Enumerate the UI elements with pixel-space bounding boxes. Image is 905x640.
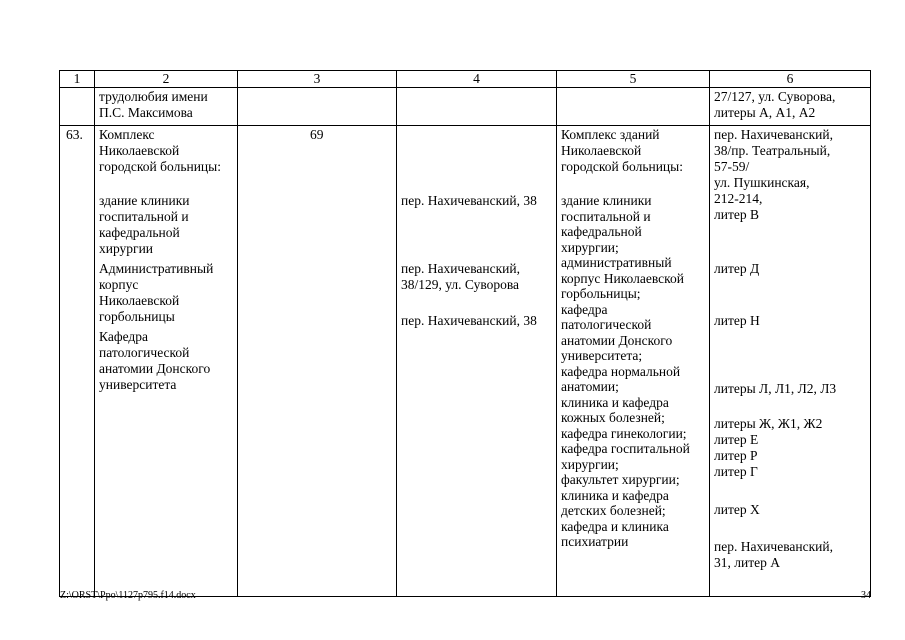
object-number: 69 [310, 127, 324, 142]
location-g: пер. Нахичеванский, 31, литер А [714, 539, 834, 570]
location-a: пер. Нахичеванский, 38/пр. Театральный, 57-59/ ул. Пушкинская, 212-214, литер В [714, 127, 834, 222]
location-b: литер Д [714, 261, 760, 276]
object-admin-name: Административный корпус Николаевской горбольницы [99, 261, 214, 324]
header-cell: 2 [95, 71, 238, 88]
object-pathology-name: Кафедра патологической анатомии Донского университета [99, 329, 211, 392]
header-cell: 6 [710, 71, 871, 88]
address-cell [397, 126, 557, 597]
row-number-cell [60, 126, 95, 597]
header-cell: 3 [238, 71, 397, 88]
object-complex-name: Комплекс Николаевской городской больницы: [99, 127, 221, 174]
address-a: пер. Нахичеванский, 38 [401, 193, 537, 208]
file-path: Z:\ORST\Ppo\1127p795.f14.docx [60, 590, 196, 601]
complex-description: Комплекс зданий Николаевской городской больницы: [561, 127, 683, 174]
table-cell [710, 88, 871, 126]
table-cell [60, 88, 95, 126]
address-b: пер. Нахичеванский, 38/129, ул. Суворова [401, 261, 521, 292]
address-continued: 27/127, ул. Суворова, литеры А, А1, А2 [714, 89, 836, 120]
heritage-table [59, 70, 871, 597]
table-cell [95, 88, 238, 126]
object-clinic-name: здание клиники госпитальной и кафедральной хирургии [99, 193, 190, 256]
complex-buildings-list: здание клиники госпитальной и кафедральной хирургии; административный корпус Николаевской горбольницы; кафедра патологической анатомии Донского университета; кафедра нормальной анатомии; клиника и кафедра кожных болезней; кафедра гинекологии; кафедра госпитальной хирургии; факультет хирургии; клиника и кафедра детских болезней; кафедра и клиника психиатрии [561, 193, 690, 549]
header-cell: 5 [557, 71, 710, 88]
object-name-continued: трудолюбия имени П.С. Максимова [99, 89, 208, 120]
location-d: литеры Л, Л1, Л2, Л3 [714, 381, 837, 396]
page-number: 34 [861, 590, 871, 601]
description-cell [557, 126, 710, 597]
table-cell [238, 88, 397, 126]
number-cell [238, 126, 397, 597]
location-c: литер Н [714, 313, 760, 328]
row-number: 63. [66, 127, 83, 142]
table-cell [397, 88, 557, 126]
table-row-63 [60, 126, 871, 597]
object-name-cell [95, 126, 238, 597]
header-cell: 1 [60, 71, 95, 88]
location-e: литеры Ж, Ж1, Ж2 литер Е литер Р литер Г [714, 416, 823, 479]
header-cell: 4 [397, 71, 557, 88]
table-header-row [60, 71, 871, 88]
table-row [60, 88, 871, 126]
address-c: пер. Нахичеванский, 38 [401, 313, 537, 328]
location-cell [710, 126, 871, 597]
location-f: литер Х [714, 502, 760, 517]
table-cell [557, 88, 710, 126]
